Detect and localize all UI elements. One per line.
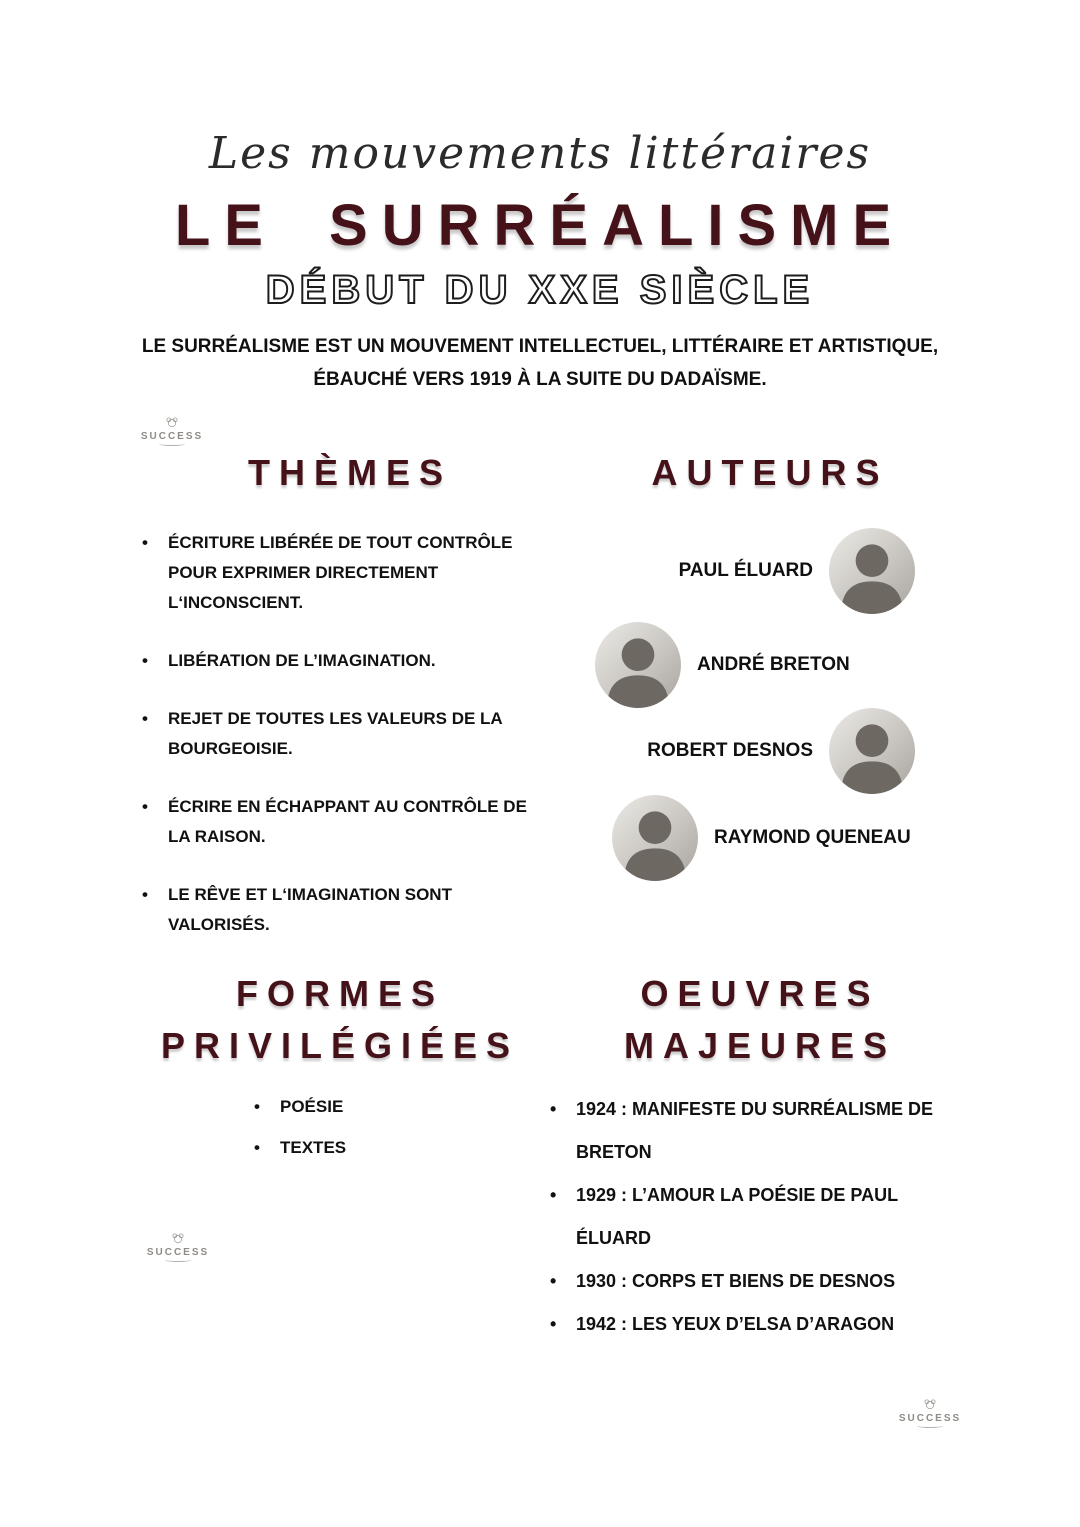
success-logo-icon [922,1398,938,1412]
formes-heading-line-2: PRIVILÉGIÉES [160,1025,520,1066]
success-watermark [142,416,202,446]
formes-heading-line-1: FORMES [235,973,444,1014]
watermark-flourish [917,1424,943,1428]
success-logo-icon [170,1232,186,1246]
series-script-title: Les mouvements littéraires [208,128,872,179]
oeuvres-heading-line-2: MAJEURES [623,1025,897,1066]
watermark-flourish [165,1258,191,1262]
themes-heading: THÈMES [247,452,452,493]
raymond-queneau-photo [612,795,698,881]
theme-item: • LIBÉRATION DE L’IMAGINATION. [140,646,540,676]
success-watermark-label: SUCCESS [146,1247,210,1258]
author-row-robert-desnos [647,708,915,794]
intro-line-2: ÉBAUCHÉ VERS 1919 À LA SUITE DU DADAÏSME. [313,369,767,390]
oeuvres-heading-line-1: OEUVRES [640,973,880,1014]
paul-eluard-photo [829,528,915,614]
author-name: ANDRÉ BRETON [697,654,850,675]
watermark-flourish [159,442,185,446]
portrait-silhouette-icon [829,708,915,794]
robert-desnos-photo [829,708,915,794]
page-title: LE SURRÉALISME [174,193,906,258]
oeuvre-item: • 1924 : MANIFESTE DU SURRÉALISME DE BRETON [548,1088,940,1174]
author-name: PAUL ÉLUARD [678,560,813,581]
forme-item: • POÉSIE [252,1092,472,1122]
page-subtitle: DÉBUT DU XXE SIÈCLE [265,268,815,312]
intro-line-1: LE SURRÉALISME EST UN MOUVEMENT INTELLECTUEL, LITTÉRAIRE ET ARTISTIQUE, [141,336,939,357]
author-name: ROBERT DESNOS [647,740,813,761]
author-row-paul-eluard [679,528,915,614]
oeuvres-heading [560,968,960,1072]
intro-paragraph [0,330,1080,396]
author-name: RAYMOND QUENEAU [714,827,911,848]
portrait-silhouette-icon [595,622,681,708]
formes-list [252,1092,472,1174]
theme-item: • ÉCRITURE LIBÉRÉE DE TOUT CONTRÔLE POUR EXPRIMER DIRECTEMENT L‘INCONSCIENT. [140,528,540,618]
andre-breton-photo [595,622,681,708]
success-watermark-label: SUCCESS [140,431,204,442]
forme-item: • TEXTES [252,1133,472,1163]
author-row-andre-breton [595,622,850,708]
portrait-silhouette-icon [829,528,915,614]
themes-list [140,528,540,968]
theme-item: • LE RÊVE ET L‘IMAGINATION SONT VALORISÉS. [140,880,540,940]
oeuvres-list [548,1088,940,1346]
oeuvre-item: • 1942 : LES YEUX D’ELSA D’ARAGON [548,1303,940,1346]
author-row-raymond-queneau [612,795,911,881]
success-watermark [900,1398,960,1428]
oeuvre-item: • 1930 : CORPS ET BIENS DE DESNOS [548,1260,940,1303]
theme-item: • REJET DE TOUTES LES VALEURS DE LA BOURGEOISIE. [140,704,540,764]
theme-item: • ÉCRIRE EN ÉCHAPPANT AU CONTRÔLE DE LA RAISON. [140,792,540,852]
portrait-silhouette-icon [612,795,698,881]
success-watermark-label: SUCCESS [898,1413,962,1424]
auteurs-heading: AUTEURS [651,452,889,493]
formes-heading [100,968,580,1072]
oeuvre-item: • 1929 : L’AMOUR LA POÉSIE DE PAUL ÉLUARD [548,1174,940,1260]
success-watermark [148,1232,208,1262]
success-logo-icon [164,416,180,430]
